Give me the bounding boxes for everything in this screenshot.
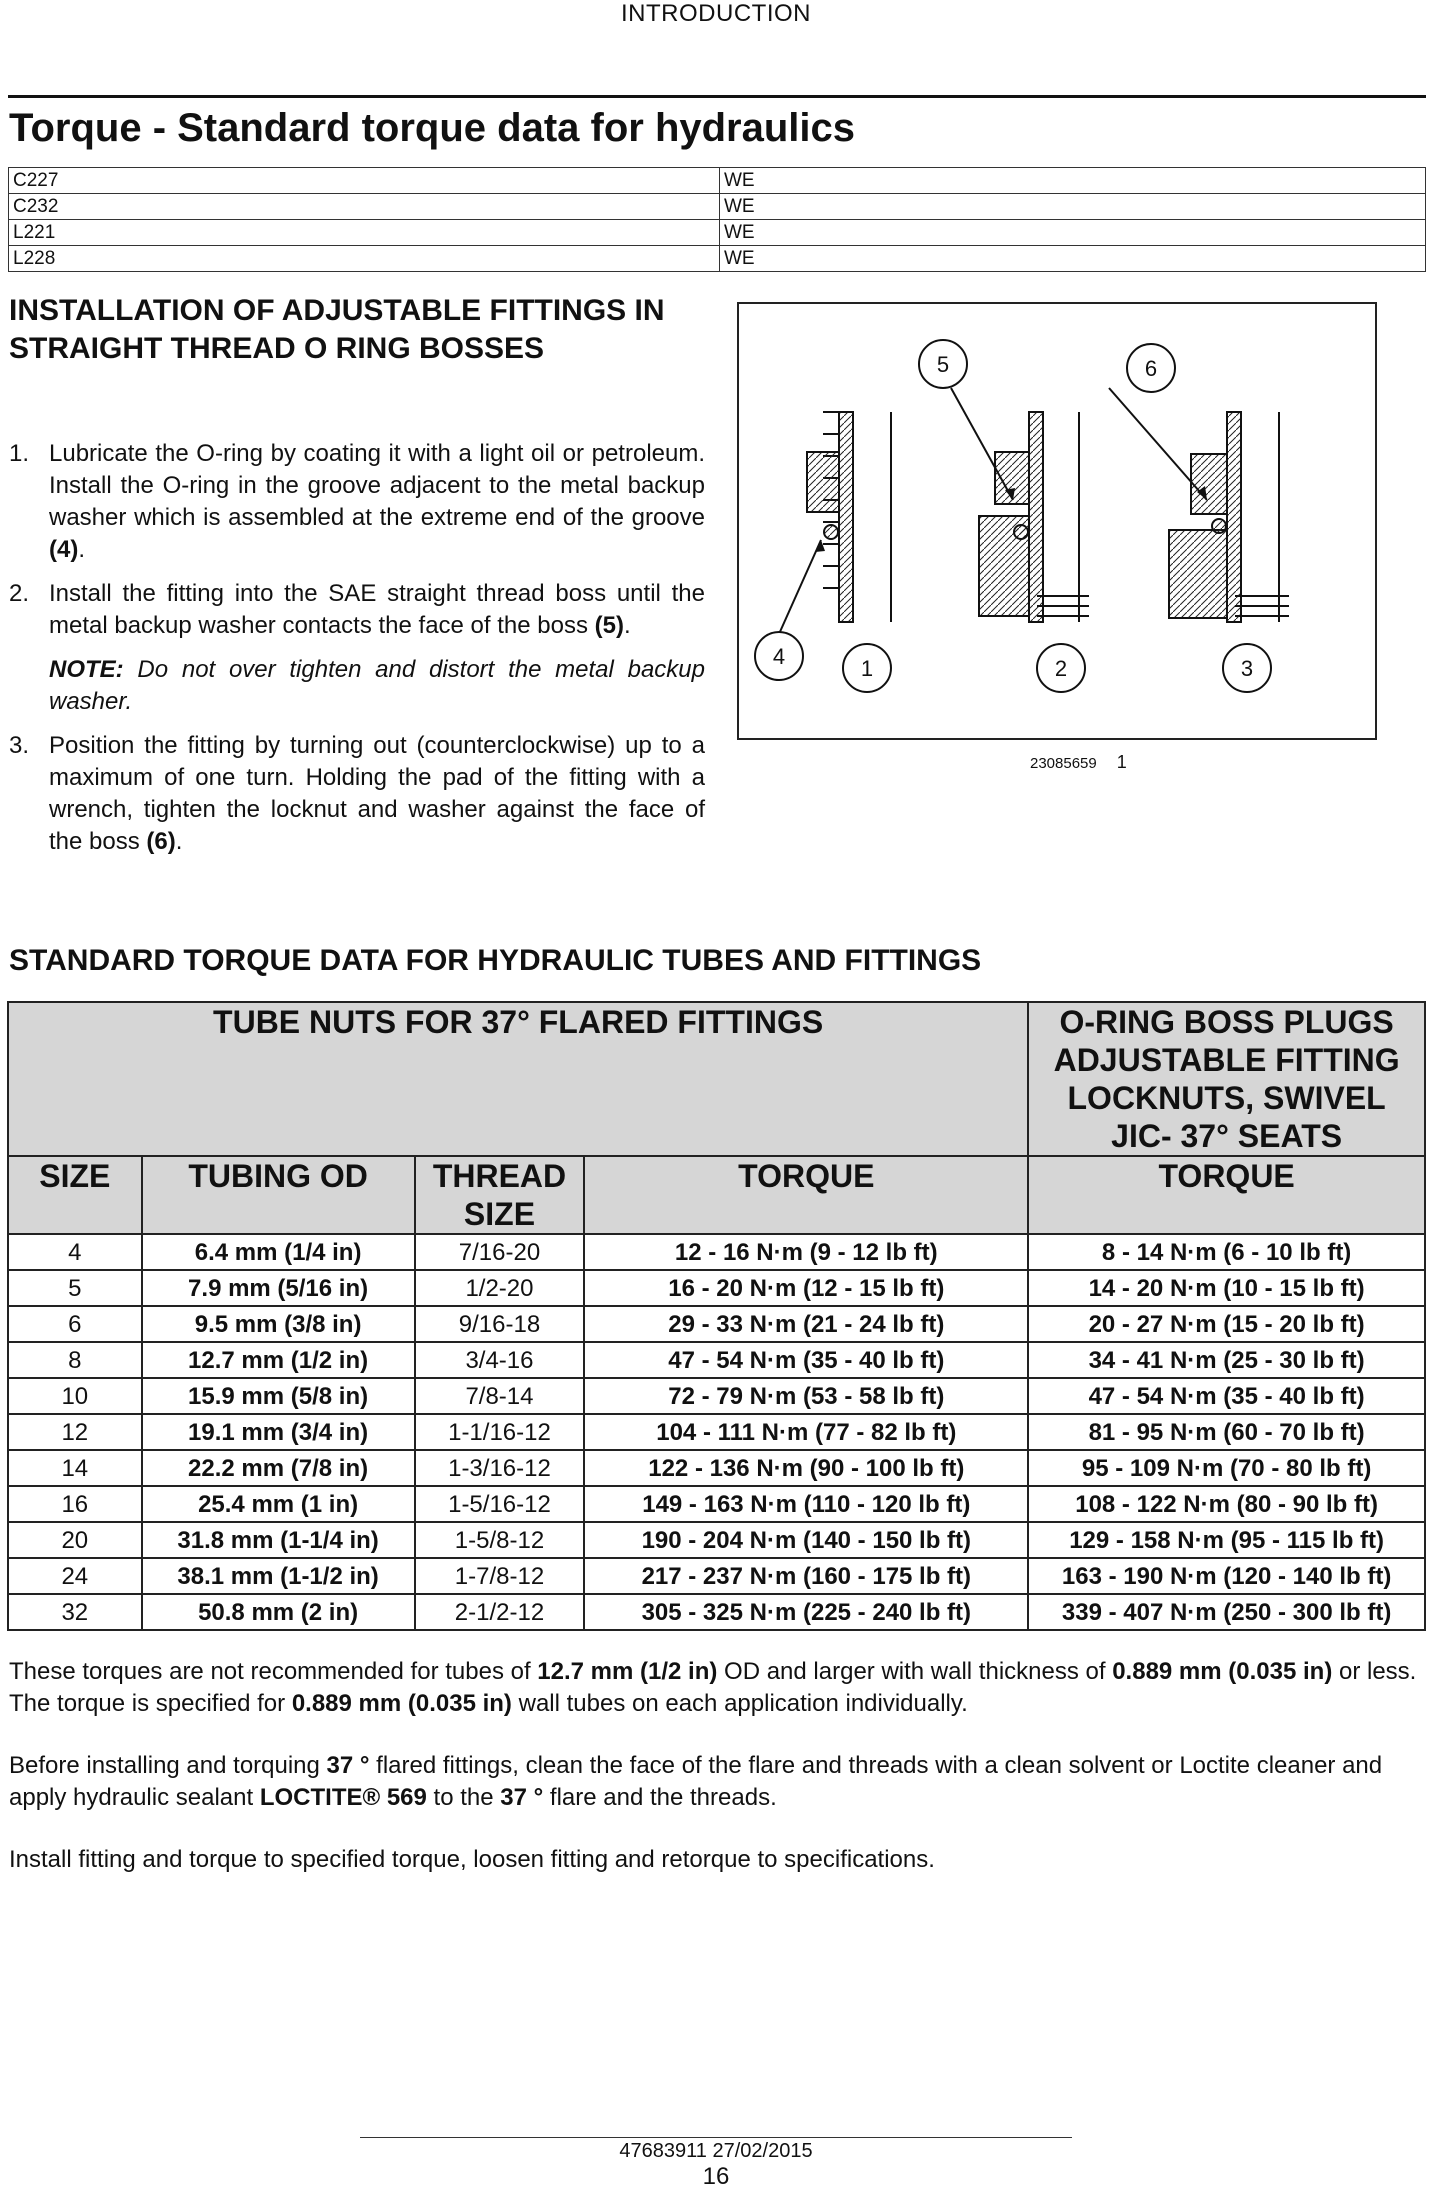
size-cell: 10 [8,1378,142,1414]
thread-size-cell: 2-1/2-12 [415,1594,585,1630]
figure-number: 1 [1116,752,1127,772]
size-cell: 24 [8,1558,142,1594]
page-number: 16 [702,2163,730,2190]
model-row [9,246,1426,272]
torque-flared-cell: 122 - 136 N·m (90 - 100 lb ft) [584,1450,1028,1486]
tubing-od-cell: 31.8 mm (1-1/4 in) [142,1522,415,1558]
model-region: WE [720,246,1426,272]
model-row [9,168,1426,194]
step-text: Install the fitting into the SAE straight thread boss until the metal backup washer contacts the face of the boss (5). [49,580,705,639]
model-name: L228 [9,246,720,272]
installation-steps [9,438,705,870]
torque-oring-cell: 47 - 54 N·m (35 - 40 lb ft) [1028,1378,1425,1414]
torque-oring-cell: 163 - 190 N·m (120 - 140 lb ft) [1028,1558,1425,1594]
thread-size-cell: 1-5/16-12 [415,1486,585,1522]
step-number: 3. [9,732,30,759]
size-cell: 5 [8,1270,142,1306]
col-thread-size: THREAD SIZE [415,1156,585,1234]
tubing-od-cell: 22.2 mm (7/8 in) [142,1450,415,1486]
model-region: WE [720,168,1426,194]
torque-table [7,1001,1426,1631]
torque-flared-cell: 29 - 33 N·m (21 - 24 lb ft) [584,1306,1028,1342]
figure-id: 23085659 [1030,755,1097,772]
tubing-od-cell: 12.7 mm (1/2 in) [142,1342,415,1378]
step-text: Lubricate the O-ring by coating it with a light oil or petroleum. Install the O-ring in the groove adjacent to the metal backup washer which is assembled at the extreme end of the groove (4). [49,440,705,563]
thread-size-cell: 9/16-18 [415,1306,585,1342]
paragraph-retorque: Install fitting and torque to specified torque, loosen fitting and retorque to specifications. [9,1846,935,1873]
model-applicability-table [8,167,1426,272]
group-header-flared: TUBE NUTS FOR 37° FLARED FITTINGS [8,1002,1028,1156]
running-header: INTRODUCTION [621,0,811,27]
torque-oring-cell: 81 - 95 N·m (60 - 70 lb ft) [1028,1414,1425,1450]
torque-flared-cell: 12 - 16 N·m (9 - 12 lb ft) [584,1234,1028,1270]
step-2 [9,578,705,642]
torque-flared-cell: 149 - 163 N·m (110 - 120 lb ft) [584,1486,1028,1522]
torque-flared-cell: 16 - 20 N·m (12 - 15 lb ft) [584,1270,1028,1306]
step-text: Position the fitting by turning out (counterclockwise) up to a maximum of one turn. Holding the pad of the fitting with a wrench, tighten the locknut and washer against the face of the boss (6). [49,732,705,855]
figure-caption [1030,752,1127,773]
callout-2: 2 [1054,656,1068,681]
step-3 [9,730,705,858]
model-row [9,194,1426,220]
tubing-od-cell: 15.9 mm (5/8 in) [142,1378,415,1414]
size-cell: 16 [8,1486,142,1522]
callout-3: 3 [1240,656,1254,681]
size-cell: 14 [8,1450,142,1486]
col-size: SIZE [8,1156,142,1234]
header-rule [8,95,1426,98]
thread-size-cell: 1-7/8-12 [415,1558,585,1594]
model-name: L221 [9,220,720,246]
paragraph-sealant: Before installing and torquing 37 ° flared fittings, clean the face of the flare and threads with a clean solvent or Loctite cleaner and apply hydraulic sealant LOCTITE® 569 to the 37 ° flare and the threads. [9,1752,1383,1811]
col-torque-oring: TORQUE [1028,1156,1425,1234]
size-cell: 6 [8,1306,142,1342]
callout-4: 4 [772,644,786,669]
thread-size-cell: 1/2-20 [415,1270,585,1306]
paragraph-wall-thickness: These torques are not recommended for tubes of 12.7 mm (1/2 in) OD and larger with wall thickness of 0.889 mm (0.035 in) or less. The torque is specified for 0.889 mm (0.035 in) wall tubes on each application individually. [9,1658,1417,1717]
torque-flared-cell: 217 - 237 N·m (160 - 175 lb ft) [584,1558,1028,1594]
thread-size-cell: 7/8-14 [415,1378,585,1414]
torque-row [8,1558,1425,1594]
column-header-row [8,1156,1425,1234]
note [49,654,705,718]
torque-flared-cell: 47 - 54 N·m (35 - 40 lb ft) [584,1342,1028,1378]
tubing-od-cell: 7.9 mm (5/16 in) [142,1270,415,1306]
tubing-od-cell: 38.1 mm (1-1/2 in) [142,1558,415,1594]
tubing-od-cell: 9.5 mm (3/8 in) [142,1306,415,1342]
thread-size-cell: 1-3/16-12 [415,1450,585,1486]
tubing-od-cell: 25.4 mm (1 in) [142,1486,415,1522]
torque-oring-cell: 108 - 122 N·m (80 - 90 lb ft) [1028,1486,1425,1522]
size-cell: 12 [8,1414,142,1450]
callout-5: 5 [936,352,950,377]
torque-flared-cell: 104 - 111 N·m (77 - 82 lb ft) [584,1414,1028,1450]
fitting-illustration [737,302,1377,740]
torque-row [8,1522,1425,1558]
step-number: 1. [9,440,30,467]
thread-size-cell: 1-5/8-12 [415,1522,585,1558]
note-text: Do not over tighten and distort the metal backup washer. [49,656,705,715]
col-tubing-od: TUBING OD [142,1156,415,1234]
thread-size-cell: 7/16-20 [415,1234,585,1270]
size-cell: 32 [8,1594,142,1630]
torque-row [8,1594,1425,1630]
size-cell: 4 [8,1234,142,1270]
torque-flared-cell: 72 - 79 N·m (53 - 58 lb ft) [584,1378,1028,1414]
torque-table-heading: STANDARD TORQUE DATA FOR HYDRAULIC TUBES AND FITTINGS [9,944,982,977]
group-header-row [8,1002,1425,1156]
model-region: WE [720,220,1426,246]
note-label: NOTE: [49,656,124,683]
torque-oring-cell: 95 - 109 N·m (70 - 80 lb ft) [1028,1450,1425,1486]
fitting-drawing [739,304,1375,738]
step-number: 2. [9,580,30,607]
torque-oring-cell: 34 - 41 N·m (25 - 30 lb ft) [1028,1342,1425,1378]
page-title: Torque - Standard torque data for hydraulics [9,106,856,150]
footer-doc-id: 47683911 27/02/2015 [619,2140,813,2162]
callout-1: 1 [860,656,874,681]
torque-row [8,1270,1425,1306]
torque-oring-cell: 20 - 27 N·m (15 - 20 lb ft) [1028,1306,1425,1342]
model-region: WE [720,194,1426,220]
torque-row [8,1450,1425,1486]
size-cell: 20 [8,1522,142,1558]
size-cell: 8 [8,1342,142,1378]
torque-flared-cell: 305 - 325 N·m (225 - 240 lb ft) [584,1594,1028,1630]
torque-row [8,1306,1425,1342]
step-1 [9,438,705,566]
torque-row [8,1378,1425,1414]
torque-row [8,1234,1425,1270]
model-row [9,220,1426,246]
col-torque-flared: TORQUE [584,1156,1028,1234]
torque-oring-cell: 339 - 407 N·m (250 - 300 lb ft) [1028,1594,1425,1630]
group-header-oring: O-RING BOSS PLUGS ADJUSTABLE FITTING LOCKNUTS, SWIVEL JIC- 37° SEATS [1028,1002,1425,1156]
callout-6: 6 [1144,356,1158,381]
installation-heading: INSTALLATION OF ADJUSTABLE FITTINGS IN STRAIGHT THREAD O RING BOSSES [9,294,665,365]
torque-flared-cell: 190 - 204 N·m (140 - 150 lb ft) [584,1522,1028,1558]
thread-size-cell: 1-1/16-12 [415,1414,585,1450]
torque-row [8,1486,1425,1522]
tubing-od-cell: 6.4 mm (1/4 in) [142,1234,415,1270]
thread-size-cell: 3/4-16 [415,1342,585,1378]
model-name: C232 [9,194,720,220]
tubing-od-cell: 50.8 mm (2 in) [142,1594,415,1630]
model-name: C227 [9,168,720,194]
torque-oring-cell: 14 - 20 N·m (10 - 15 lb ft) [1028,1270,1425,1306]
torque-oring-cell: 129 - 158 N·m (95 - 115 lb ft) [1028,1522,1425,1558]
torque-row [8,1414,1425,1450]
torque-oring-cell: 8 - 14 N·m (6 - 10 lb ft) [1028,1234,1425,1270]
footer-rule [360,2137,1072,2138]
torque-row [8,1342,1425,1378]
tubing-od-cell: 19.1 mm (3/4 in) [142,1414,415,1450]
